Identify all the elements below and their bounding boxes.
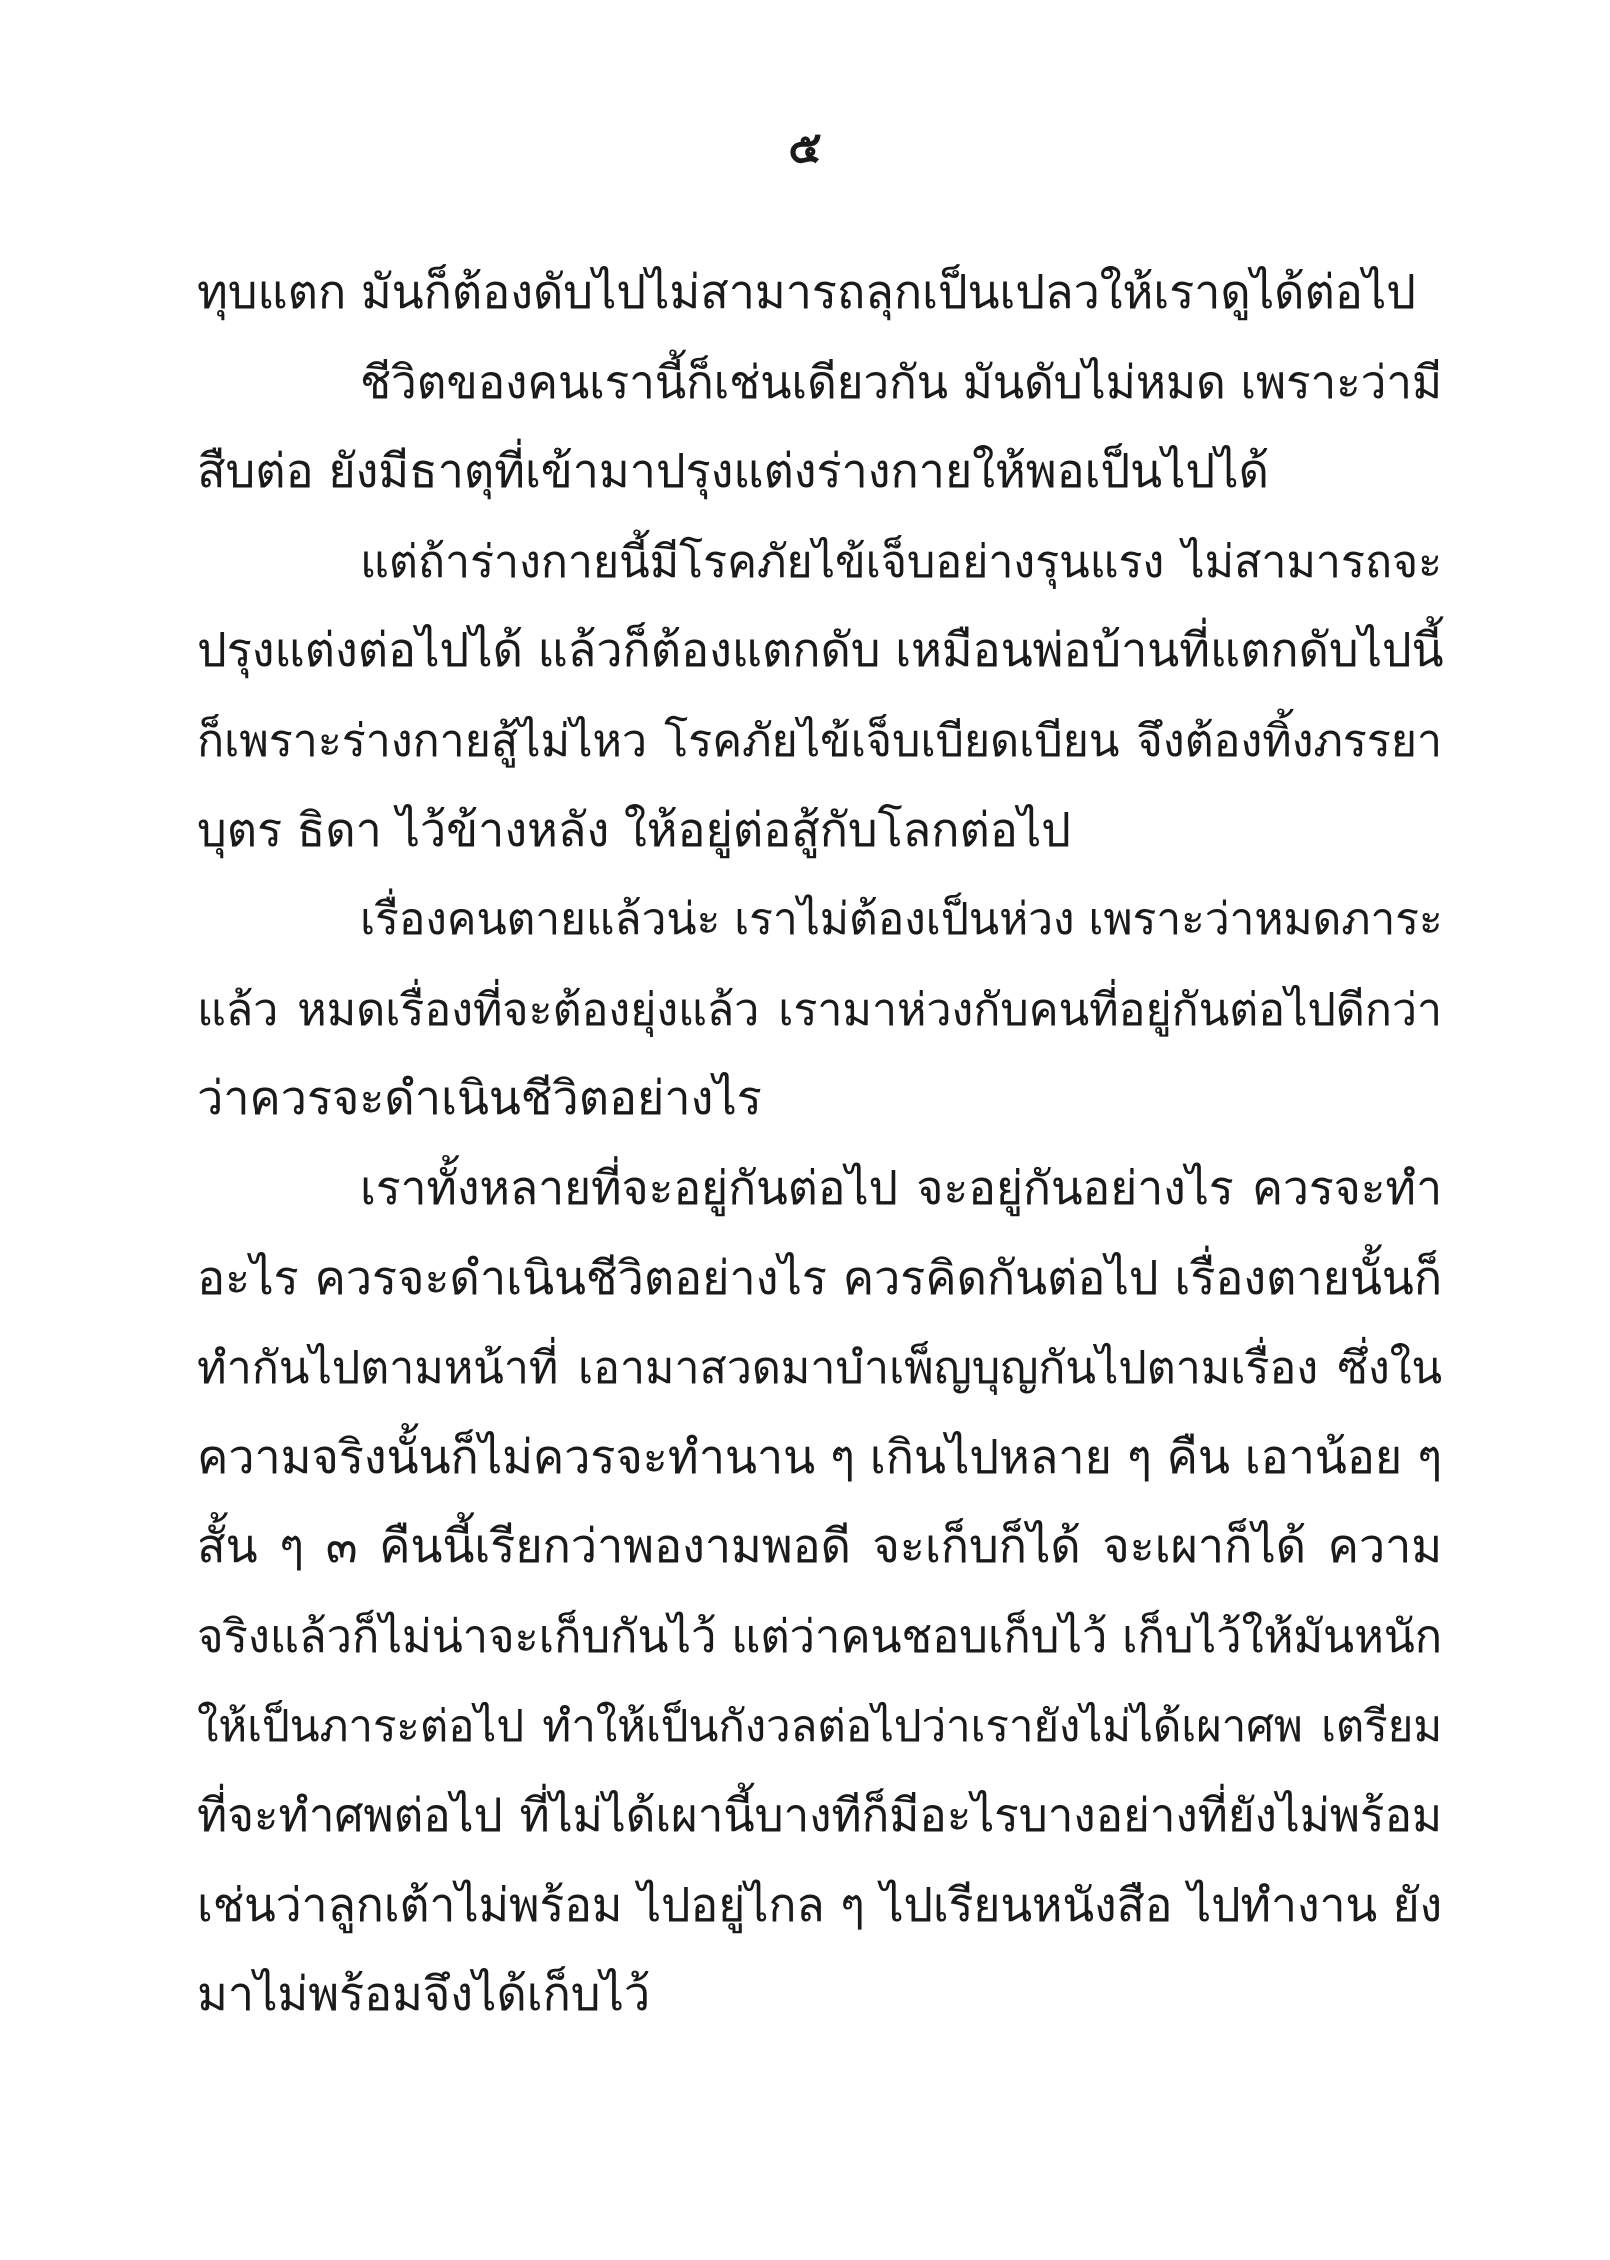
text-line: ก็เพราะร่างกายสู้ไม่ไหว โรคภัยไข้เจ็บเบียดเบียน จึงต้องทิ้งภรรยา — [197, 713, 1442, 767]
text-line: เช่นว่าลูกเต้าไม่พร้อม ไปอยู่ไกล ๆ ไปเรียนหนังสือ ไปทำงาน ยัง — [197, 1877, 1442, 1932]
text-line: สั้น ๆ ๓ คืนนี้เรียกว่าพองามพอดี จะเก็บก็ได้ จะเผาก็ได้ ความ — [197, 1519, 1442, 1575]
text-line: สืบต่อ ยังมีธาตุที่เข้ามาปรุงแต่งร่างกายให้พอเป็นไปได้ — [197, 444, 1269, 500]
text-line: ชีวิตของคนเรานี้ก็เช่นเดียวกัน มันดับไม่หมด เพราะว่ามี — [360, 354, 1442, 409]
text-line: ปรุงแต่งต่อไปได้ แล้วก็ต้องแตกดับ เหมือนพ่อบ้านที่แตกดับไปนี้ — [197, 623, 1444, 679]
text-line: แล้ว หมดเรื่องที่จะต้องยุ่งแล้ว เรามาห่วงกับคนที่อยู่กันต่อไปดีกว่า — [197, 982, 1442, 1036]
text-line: ความจริงนั้นก็ไม่ควรจะทำนาน ๆ เกินไปหลาย ๆ คืน เอาน้อย ๆ — [197, 1429, 1442, 1485]
text-line: ให้เป็นภาระต่อไป ทำให้เป็นกังวลต่อไปว่าเรายังไม่ได้เผาศพ เตรียม — [197, 1700, 1442, 1752]
text-line: ทุบแตก มันก็ต้องดับไปไม่สามารถลุกเป็นเปลวให้เราดูได้ต่อไป — [197, 265, 1416, 320]
body-text — [197, 248, 1442, 2040]
text-line: อะไร ควรจะดำเนินชีวิตอย่างไร ควรคิดกันต่อไป เรื่องตายนั้นก็ — [197, 1250, 1442, 1306]
text-line: มาไม่พร้อมจึงได้เก็บไว้ — [197, 1967, 651, 2023]
text-line: จริงแล้วก็ไม่น่าจะเก็บกันไว้ แต่ว่าคนชอบเก็บไว้ เก็บไว้ให้มันหนัก — [197, 1609, 1442, 1663]
text-line: เรื่องคนตายแล้วน่ะ เราไม่ต้องเป็นห่วง เพราะว่าหมดภาระ — [360, 894, 1443, 946]
page-number: ๕ — [788, 122, 822, 173]
text-line: ที่จะทำศพต่อไป ที่ไม่ได้เผานี้บางทีก็มีอะไรบางอย่างที่ยังไม่พร้อม — [197, 1788, 1442, 1843]
text-line: ทำกันไปตามหน้าที่ เอามาสวดมาบำเพ็ญบุญกันไปตามเรื่อง ซึ่งใน — [197, 1341, 1442, 1395]
text-line: แต่ถ้าร่างกายนี้มีโรคภัยไข้เจ็บอย่างรุนแรง ไม่สามารถจะ — [360, 534, 1442, 588]
text-line: เราทั้งหลายที่จะอยู่กันต่อไป จะอยู่กันอย่างไร ควรจะทำ — [360, 1160, 1442, 1215]
text-line: บุตร ธิดา ไว้ข้างหลัง ให้อยู่ต่อสู้กับโลกต่อไป — [197, 802, 1071, 858]
text-line: ว่าควรจะดำเนินชีวิตอย่างไร — [197, 1071, 762, 1127]
